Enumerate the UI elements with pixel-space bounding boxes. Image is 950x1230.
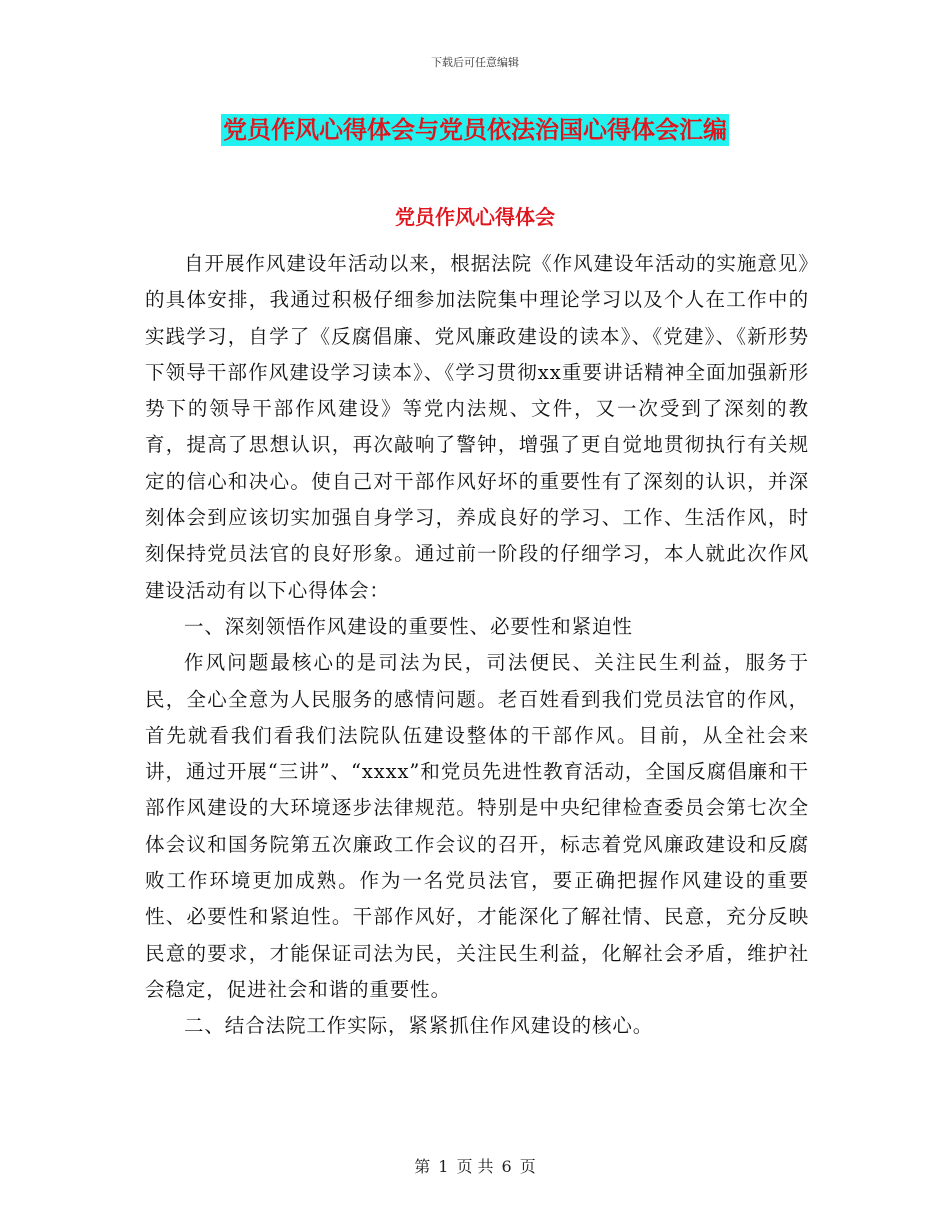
footer-suffix: 页 xyxy=(519,1157,536,1176)
footer-page-number: 1 xyxy=(438,1157,449,1176)
footer-total-pages: 6 xyxy=(501,1157,512,1176)
paragraph-heading-two: 二、结合法院工作实际，紧紧抓住作风建设的核心。 xyxy=(184,1014,654,1038)
paragraph-intro: 自开展作风建设年活动以来，根据法院《作风建设年活动的实施意见》的具体安排，我通过积极仔细参加法院集中理论学习以及个人在工作中的实践学习，自学了《反腐倡廉、党风廉政建设的读本》、《党建》、《新形势下领导干部作风建设学习读本》、《学习贯彻xx重要讲话精神全面加强新形势下的领导干部作风建设》等党内法规、文件，又一次受到了深刻的教育，提高了思想认识，再次敲响了警钟，增强了更自觉地贯彻执行有关规定的信心和决心。使自己对干部作风好坏的重要性有了深刻的认识，并深刻体会到应该切实加强自身学习，养成良好的学习、工作、生活作风，时刻保持党员法官的良好形象。通过前一阶段的仔细学习，本人就此次作风建设活动有以下心得体会： xyxy=(145,252,809,602)
page-footer xyxy=(0,1154,950,1177)
footer-middle: 页 共 xyxy=(456,1157,494,1176)
header-note: 下载后可任意编辑 xyxy=(431,56,519,69)
paragraph-heading-one: 一、深刻领悟作风建设的重要性、必要性和紧迫性 xyxy=(184,614,633,638)
main-title-container xyxy=(0,114,950,146)
main-title: 党员作风心得体会与党员依法治国心得体会汇编 xyxy=(223,115,727,144)
footer-prefix: 第 xyxy=(414,1157,431,1176)
document-body xyxy=(145,246,809,1045)
section-title: 党员作风心得体会 xyxy=(395,205,555,229)
paragraph-body-one: 作风问题最核心的是司法为民，司法便民、关注民生利益，服务于民，全心全意为人民服务的感情问题。老百姓看到我们党员法官的作风，首先就看我们看我们法院队伍建设整体的干部作风。目前，从全社会来讲，通过开展“三讲”、“xxxx”和党员先进性教育活动，全国反腐倡廉和干部作风建设的大环境逐步法律规范。特别是中央纪律检查委员会第七次全体会议和国务院第五次廉政工作会议的召开，标志着党风廉政建设和反腐败工作环境更加成熟。作为一名党员法官，要正确把握作风建设的重要性、必要性和紧迫性。干部作风好，才能深化了解社情、民意，充分反映民意的要求，才能保证司法为民，关注民生利益，化解社会矛盾，维护社会稳定，促进社会和谐的重要性。 xyxy=(145,651,809,1001)
